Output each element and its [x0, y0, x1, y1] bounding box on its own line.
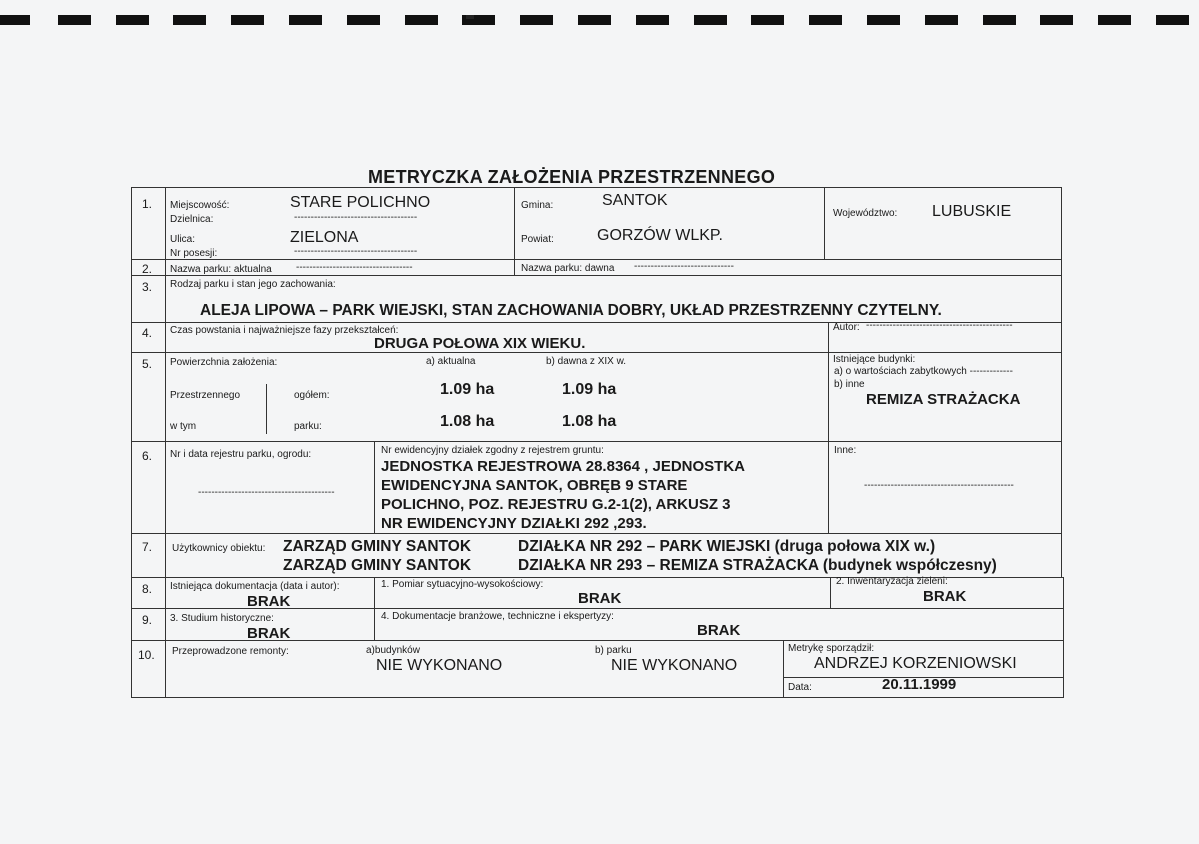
rule [514, 187, 515, 276]
rule [374, 441, 375, 534]
edge-dash [694, 15, 727, 25]
rule [165, 187, 166, 698]
pomiar-value: BRAK [578, 590, 622, 607]
row-number: 10. [138, 648, 155, 662]
rule [830, 577, 831, 608]
ewidencja-line: JEDNOSTKA REJESTROWA 28.8364 , JEDNOSTKA [381, 458, 745, 475]
row-number: 1. [142, 197, 153, 211]
uzytkownik-2: ZARZĄD GMINY SANTOK [283, 557, 472, 574]
gmina-label: Gmina: [521, 200, 554, 211]
row-number: 2. [142, 262, 153, 276]
dzialka-293: DZIAŁKA NR 293 – REMIZA STRAŻACKA (budynek współczesny) [518, 557, 997, 574]
row-number: 5. [142, 357, 153, 371]
nazwa-dawna-value: ------------------------------ [634, 261, 734, 272]
row-number: 6. [142, 449, 153, 463]
edge-dash [58, 15, 91, 25]
ulica-value: ZIELONA [290, 229, 359, 246]
dzielnica-value: ------------------------------------- [294, 212, 418, 223]
col-aktualna: a) aktualna [426, 356, 476, 367]
powierzchnia-label: Powierzchnia założenia: [170, 357, 278, 368]
row-number: 7. [142, 540, 153, 554]
czas-powstania-label: Czas powstania i najważniejsze fazy przekształceń: [170, 325, 399, 336]
edge-dash [867, 15, 900, 25]
uzytkownicy-label: Użytkownicy obiektu: [172, 543, 266, 554]
rule [131, 275, 1062, 276]
edge-tick [466, 15, 474, 19]
edge-dash [347, 15, 380, 25]
parku-dawna: 1.08 ha [562, 413, 617, 430]
row-number: 4. [142, 326, 153, 340]
przestrzennego-label: Przestrzennego [170, 390, 241, 401]
rule [131, 441, 1062, 442]
nr-rejestru-value: ----------------------------------------- [198, 487, 335, 498]
autor-value: -------------------------------------------- [866, 320, 1013, 331]
wojewodztwo-value: LUBUSKIE [932, 203, 1012, 220]
rule [131, 259, 1062, 260]
wojewodztwo-label: Województwo: [833, 208, 898, 219]
inne-value: --------------------------------------------- [864, 480, 1014, 491]
nazwa-dawna-label: Nazwa parku: dawna [521, 263, 615, 274]
studium-label: 3. Studium historyczne: [170, 613, 274, 624]
inne-label: Inne: [834, 445, 857, 456]
ogolem-dawna: 1.09 ha [562, 381, 617, 398]
rodzaj-parku-label: Rodzaj parku i stan jego zachowania: [170, 279, 336, 290]
metryke-value: ANDRZEJ KORZENIOWSKI [814, 655, 1017, 672]
punch-strip [0, 15, 1199, 27]
edge-dash [520, 15, 553, 25]
dokumentacja-label: Istniejąca dokumentacja (data i autor): [170, 581, 340, 592]
parku-label: parku: [294, 421, 322, 432]
rule [783, 640, 784, 698]
ewidencja-line: POLICHNO, POZ. REJESTRU G.2-1(2), ARKUSZ 3 [381, 496, 731, 513]
rule [131, 187, 132, 698]
edge-dash [405, 15, 438, 25]
edge-dash [809, 15, 842, 25]
row-number: 3. [142, 280, 153, 294]
nazwa-aktualna-value: ----------------------------------- [296, 262, 413, 273]
rule [131, 697, 1064, 698]
pomiar-label: 1. Pomiar sytuacyjno-wysokościowy: [381, 579, 544, 590]
budynki-inne-label: b) inne [834, 379, 865, 390]
remonty-label: Przeprowadzone remonty: [172, 646, 289, 657]
edge-dash [231, 15, 264, 25]
autor-label: Autor: [833, 322, 860, 333]
uzytkownik-1: ZARZĄD GMINY SANTOK [283, 538, 472, 555]
edge-dash [925, 15, 958, 25]
ogolem-label: ogółem: [294, 390, 330, 401]
edge-dash [1098, 15, 1131, 25]
rule [131, 533, 1062, 534]
nr-posesji-label: Nr posesji: [170, 248, 218, 259]
parku-aktualna: 1.08 ha [440, 413, 495, 430]
ogolem-aktualna: 1.09 ha [440, 381, 495, 398]
edge-dash [983, 15, 1016, 25]
edge-dash [0, 15, 30, 25]
ewidencja-line: EWIDENCYJNA SANTOK, OBRĘB 9 STARE [381, 477, 688, 494]
data-value: 20.11.1999 [882, 676, 957, 693]
data-label: Data: [788, 682, 812, 693]
edge-dash [578, 15, 611, 25]
rule [1063, 577, 1064, 698]
inwentaryzacja-label: 2. Inwentaryzacja zieleni: [836, 576, 948, 587]
dokumentacje-branzowe-value: BRAK [697, 622, 741, 639]
budynki-zabytkowe: a) o wartościach zabytkowych ------------- [834, 366, 1013, 377]
w-tym-label: w tym [170, 421, 197, 432]
ulica-label: Ulica: [170, 234, 196, 245]
budynki-label: Istniejące budynki: [833, 354, 916, 365]
row-number: 9. [142, 613, 153, 627]
parku-remont-value: NIE WYKONANO [611, 657, 738, 674]
czas-powstania-value: DRUGA POŁOWA XIX WIEKU. [374, 335, 586, 352]
row-number: 8. [142, 582, 153, 596]
gmina-value: SANTOK [602, 192, 668, 209]
edge-dash [116, 15, 149, 25]
powiat-label: Powiat: [521, 234, 554, 245]
miejscowosc-label: Miejscowość: [170, 200, 230, 211]
dzialka-292: DZIAŁKA NR 292 – PARK WIEJSKI (druga połowa XIX w.) [518, 538, 936, 555]
dzielnica-label: Dzielnica: [170, 214, 214, 225]
edge-dash [1156, 15, 1189, 25]
nr-posesji-value: ------------------------------------- [294, 246, 418, 257]
studium-value: BRAK [247, 625, 291, 642]
inwentaryzacja-value: BRAK [923, 588, 967, 605]
budynki-inne-value: REMIZA STRAŻACKA [866, 391, 1021, 408]
nazwa-aktualna-label: Nazwa parku: aktualna [170, 264, 272, 275]
budynkow-value: NIE WYKONANO [376, 657, 503, 674]
rule [824, 187, 825, 260]
dokumentacje-branzowe-label: 4. Dokumentacje branżowe, techniczne i ekspertyzy: [381, 611, 614, 622]
nr-rejestru-label: Nr i data rejestru parku, ogrodu: [170, 449, 312, 460]
ewidencja-line: NR EWIDENCYJNY DZIAŁKI 292 ,293. [381, 515, 647, 532]
budynkow-label: a)budynków [366, 645, 420, 656]
rule [1061, 187, 1062, 578]
edge-dash [173, 15, 206, 25]
nr-ewidencyjny-label: Nr ewidencyjny działek zgodny z rejestrem gruntu: [381, 445, 604, 456]
parku-remont-label: b) parku [595, 645, 632, 656]
edge-dash [751, 15, 784, 25]
miejscowosc-value: STARE POLICHNO [290, 194, 431, 211]
metryke-label: Metrykę sporządził: [788, 643, 875, 654]
dokumentacja-value: BRAK [247, 593, 291, 610]
rodzaj-parku-value: ALEJA LIPOWA – PARK WIEJSKI, STAN ZACHOWANIA DOBRY, UKŁAD PRZESTRZENNY CZYTELNY. [200, 302, 942, 319]
rule [828, 322, 829, 534]
rule [131, 187, 1062, 188]
edge-dash [636, 15, 669, 25]
form-title: METRYCZKA ZAŁOŻENIA PRZESTRZENNEGO [368, 167, 776, 187]
rule [131, 352, 1062, 353]
edge-dash [1040, 15, 1073, 25]
edge-dash [289, 15, 322, 25]
rule [374, 577, 375, 641]
col-dawna: b) dawna z XIX w. [546, 356, 627, 367]
powiat-value: GORZÓW WLKP. [597, 227, 723, 244]
rule [266, 384, 267, 434]
